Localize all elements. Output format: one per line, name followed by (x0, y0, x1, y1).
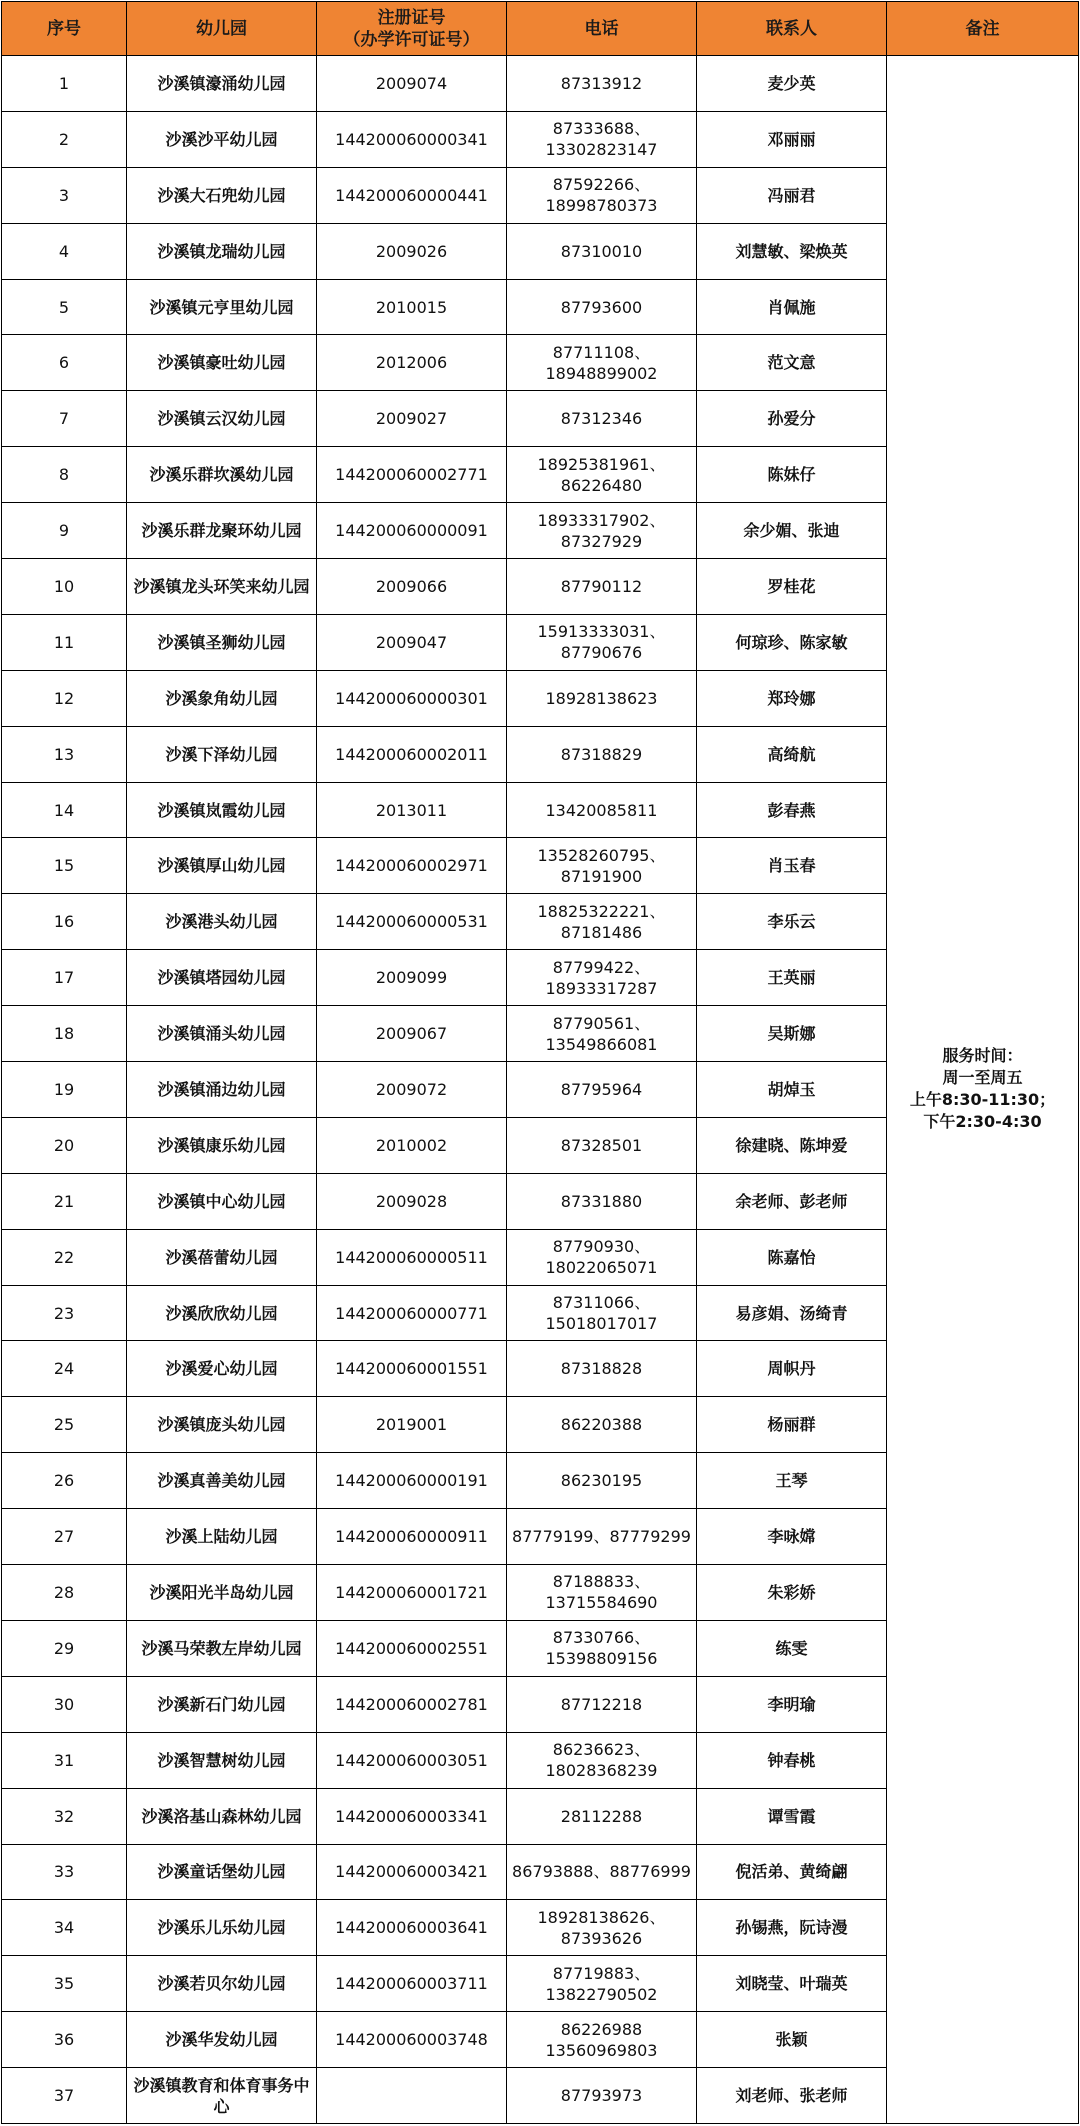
phone-line: 87313912 (560, 73, 643, 93)
kindergarten-name: 沙溪欣欣幼儿园 (127, 1285, 317, 1341)
license-number: 2009026 (317, 223, 507, 279)
phone-line: 13822790502 (545, 1984, 658, 2004)
kindergarten-name: 沙溪沙平幼儿园 (127, 111, 317, 167)
phone-number (507, 167, 697, 223)
phone-line: 18928138626、 (537, 1907, 666, 1927)
license-number: 144200060000771 (317, 1285, 507, 1341)
contact-person: 孙锡燕，阮诗漫 (697, 1900, 887, 1956)
phone-number (507, 1453, 697, 1509)
phone-line: 18825322221、 (537, 901, 666, 921)
phone-line: 87181486 (560, 922, 643, 942)
license-number: 2009066 (317, 559, 507, 615)
kindergarten-name: 沙溪港头幼儿园 (127, 894, 317, 950)
header-license-line2: （办学许可证号） (343, 29, 480, 50)
kindergarten-name: 沙溪蓓蕾幼儿园 (127, 1229, 317, 1285)
phone-line: 87328501 (560, 1135, 643, 1155)
license-number: 144200060003748 (317, 2012, 507, 2068)
contact-person: 李咏嫦 (697, 1509, 887, 1565)
phone-line: 13715584690 (545, 1593, 658, 1613)
phone-line: 87790930、 (552, 1237, 651, 1257)
license-number: 2012006 (317, 335, 507, 391)
contact-person: 倪活弟、黄绮翩 (697, 1844, 887, 1900)
contact-person: 胡焯玉 (697, 1062, 887, 1118)
contact-person: 范文意 (697, 335, 887, 391)
phone-line: 18022065071 (545, 1258, 658, 1278)
contact-person: 余老师、彭老师 (697, 1173, 887, 1229)
contact-person: 周帜丹 (697, 1341, 887, 1397)
kindergarten-name: 沙溪镇龙头环笑来幼儿园 (127, 559, 317, 615)
phone-number (507, 559, 697, 615)
license-number: 2009099 (317, 950, 507, 1006)
kindergarten-name: 沙溪镇教育和体育事务中心 (127, 2068, 317, 2124)
header-phone: 电话 (507, 2, 697, 56)
phone-number (507, 1788, 697, 1844)
row-index: 34 (2, 1900, 127, 1956)
row-index: 19 (2, 1062, 127, 1118)
row-index: 15 (2, 838, 127, 894)
table-row (2, 56, 1079, 112)
license-number: 144200060000511 (317, 1229, 507, 1285)
contact-person: 冯丽君 (697, 167, 887, 223)
row-index: 16 (2, 894, 127, 950)
phone-number (507, 1509, 697, 1565)
phone-line: 87790112 (560, 576, 643, 596)
phone-line: 18933317287 (545, 978, 658, 998)
row-index: 9 (2, 503, 127, 559)
row-index: 30 (2, 1676, 127, 1732)
phone-number (507, 1676, 697, 1732)
phone-line: 86230195 (560, 1471, 643, 1491)
kindergarten-name: 沙溪洛基山森林幼儿园 (127, 1788, 317, 1844)
contact-person: 徐建晓、陈坤爱 (697, 1117, 887, 1173)
phone-number (507, 1900, 697, 1956)
header-row (2, 2, 1079, 56)
contact-person: 麦少英 (697, 56, 887, 112)
phone-number (507, 1341, 697, 1397)
remark-line1: 服务时间： (942, 1046, 1023, 1066)
phone-line: 18028368239 (545, 1761, 658, 1781)
phone-line: 13302823147 (545, 140, 658, 160)
license-number: 144200060001721 (317, 1565, 507, 1621)
phone-line: 86236623、 (552, 1740, 651, 1760)
contact-person: 肖佩施 (697, 279, 887, 335)
license-number: 144200060000341 (317, 111, 507, 167)
phone-line: 13420085811 (545, 800, 658, 820)
phone-line: 87592266、 (552, 175, 651, 195)
phone-line: 13528260795、 (537, 845, 666, 865)
phone-line: 87331880 (560, 1191, 643, 1211)
phone-line: 87795964 (560, 1079, 643, 1099)
phone-number (507, 670, 697, 726)
license-number: 144200060001551 (317, 1341, 507, 1397)
phone-line: 87312346 (560, 409, 643, 429)
contact-person: 易彦娟、汤绮青 (697, 1285, 887, 1341)
license-number: 2010002 (317, 1117, 507, 1173)
kindergarten-name: 沙溪阳光半岛幼儿园 (127, 1565, 317, 1621)
phone-number (507, 56, 697, 112)
kindergarten-name: 沙溪乐群龙聚环幼儿园 (127, 503, 317, 559)
kindergarten-name: 沙溪镇庞头幼儿园 (127, 1397, 317, 1453)
phone-line: 87188833、 (552, 1572, 651, 1592)
phone-line: 15018017017 (545, 1314, 658, 1334)
phone-line: 87393626 (560, 1928, 643, 1948)
table-body (2, 56, 1079, 2124)
contact-person: 陈妹仔 (697, 447, 887, 503)
kindergarten-name: 沙溪镇元亨里幼儿园 (127, 279, 317, 335)
phone-number (507, 447, 697, 503)
row-index: 35 (2, 1956, 127, 2012)
kindergarten-name: 沙溪镇濠涌幼儿园 (127, 56, 317, 112)
phone-line: 87191900 (560, 866, 643, 886)
phone-line: 87330766、 (552, 1628, 651, 1648)
license-number: 144200060003341 (317, 1788, 507, 1844)
phone-line: 87799422、 (552, 957, 651, 977)
phone-line: 87311066、 (552, 1293, 651, 1313)
kindergarten-name: 沙溪童话堡幼儿园 (127, 1844, 317, 1900)
phone-number (507, 1956, 697, 2012)
license-number: 144200060003421 (317, 1844, 507, 1900)
phone-number (507, 223, 697, 279)
kindergarten-name: 沙溪镇岚霞幼儿园 (127, 782, 317, 838)
phone-line: 87793600 (560, 297, 643, 317)
contact-person: 张颖 (697, 2012, 887, 2068)
contact-person: 李乐云 (697, 894, 887, 950)
kindergarten-name: 沙溪真善美幼儿园 (127, 1453, 317, 1509)
phone-line: 87318829 (560, 744, 643, 764)
phone-line: 13560969803 (545, 2040, 658, 2060)
header-license-line1: 注册证号 (377, 7, 446, 28)
row-index: 20 (2, 1117, 127, 1173)
remark-line2: 周一至周五 (942, 1068, 1023, 1088)
row-index: 22 (2, 1229, 127, 1285)
contact-person: 刘老师、张老师 (697, 2068, 887, 2124)
license-number: 2019001 (317, 1397, 507, 1453)
license-number (317, 2068, 507, 2124)
kindergarten-name: 沙溪镇涌头幼儿园 (127, 1006, 317, 1062)
row-index: 18 (2, 1006, 127, 1062)
phone-line: 87711108、 (552, 342, 651, 362)
phone-line: 15913333031、 (537, 622, 666, 642)
row-index: 36 (2, 2012, 127, 2068)
contact-person: 练雯 (697, 1620, 887, 1676)
kindergarten-name: 沙溪镇厚山幼儿园 (127, 838, 317, 894)
row-index: 24 (2, 1341, 127, 1397)
kindergarten-name: 沙溪镇龙瑞幼儿园 (127, 223, 317, 279)
contact-person: 杨丽群 (697, 1397, 887, 1453)
phone-number (507, 614, 697, 670)
license-number: 2009074 (317, 56, 507, 112)
remark-service-hours (887, 56, 1079, 2124)
header-license (317, 2, 507, 56)
phone-number (507, 1844, 697, 1900)
license-number: 144200060000531 (317, 894, 507, 950)
phone-number (507, 279, 697, 335)
contact-person: 刘晓莹、叶瑞英 (697, 1956, 887, 2012)
contact-person: 李明瑜 (697, 1676, 887, 1732)
row-index: 25 (2, 1397, 127, 1453)
phone-number (507, 894, 697, 950)
row-index: 6 (2, 335, 127, 391)
license-number: 2009028 (317, 1173, 507, 1229)
phone-line: 87333688、 (552, 119, 651, 139)
contact-person: 王英丽 (697, 950, 887, 1006)
phone-number (507, 1565, 697, 1621)
row-index: 23 (2, 1285, 127, 1341)
contact-person: 高绮航 (697, 726, 887, 782)
header-remark: 备注 (887, 2, 1079, 56)
phone-line: 87310010 (560, 241, 643, 261)
phone-number (507, 111, 697, 167)
row-index: 33 (2, 1844, 127, 1900)
phone-line: 87318828 (560, 1359, 643, 1379)
license-number: 144200060002551 (317, 1620, 507, 1676)
kindergarten-name: 沙溪马荣教左岸幼儿园 (127, 1620, 317, 1676)
phone-line: 18925381961、 (537, 454, 666, 474)
phone-number (507, 1620, 697, 1676)
contact-person: 肖玉春 (697, 838, 887, 894)
phone-line: 86226988 (560, 2019, 643, 2039)
license-number: 2010015 (317, 279, 507, 335)
phone-line: 87779199、87779299 (512, 1527, 691, 1547)
phone-line: 87719883、 (552, 1963, 651, 1983)
kindergarten-name: 沙溪华发幼儿园 (127, 2012, 317, 2068)
license-number: 144200060003051 (317, 1732, 507, 1788)
row-index: 14 (2, 782, 127, 838)
license-number: 144200060003711 (317, 1956, 507, 2012)
phone-line: 15398809156 (545, 1649, 658, 1669)
remark-line3: 上午8:30-11:30； (909, 1090, 1056, 1110)
phone-line: 87327929 (560, 531, 643, 551)
license-number: 2009027 (317, 391, 507, 447)
row-index: 11 (2, 614, 127, 670)
phone-line: 13549866081 (545, 1034, 658, 1054)
phone-number (507, 726, 697, 782)
row-index: 28 (2, 1565, 127, 1621)
phone-number (507, 1229, 697, 1285)
kindergarten-name: 沙溪镇中心幼儿园 (127, 1173, 317, 1229)
row-index: 31 (2, 1732, 127, 1788)
contact-person: 刘慧敏、梁焕英 (697, 223, 887, 279)
row-index: 12 (2, 670, 127, 726)
license-number: 144200060002771 (317, 447, 507, 503)
license-number: 144200060000191 (317, 1453, 507, 1509)
phone-line: 87790676 (560, 643, 643, 663)
phone-number (507, 391, 697, 447)
contact-person: 罗桂花 (697, 559, 887, 615)
contact-person: 何琼珍、陈家敏 (697, 614, 887, 670)
license-number: 144200060003641 (317, 1900, 507, 1956)
contact-person: 吴斯娜 (697, 1006, 887, 1062)
phone-line: 87793973 (560, 2086, 643, 2105)
contact-person: 郑玲娜 (697, 670, 887, 726)
phone-number (507, 950, 697, 1006)
kindergarten-name: 沙溪镇塔园幼儿园 (127, 950, 317, 1006)
row-index: 1 (2, 56, 127, 112)
header-kindergarten: 幼儿园 (127, 2, 317, 56)
phone-number (507, 782, 697, 838)
license-number: 2013011 (317, 782, 507, 838)
contact-person: 陈嘉怡 (697, 1229, 887, 1285)
license-number: 2009072 (317, 1062, 507, 1118)
row-index: 37 (2, 2068, 127, 2124)
license-number: 144200060000441 (317, 167, 507, 223)
phone-line: 18948899002 (545, 363, 658, 383)
row-index: 27 (2, 1509, 127, 1565)
kindergarten-name: 沙溪镇豪吐幼儿园 (127, 335, 317, 391)
row-index: 21 (2, 1173, 127, 1229)
kindergarten-name: 沙溪乐群坎溪幼儿园 (127, 447, 317, 503)
row-index: 2 (2, 111, 127, 167)
kindergarten-name: 沙溪镇云汉幼儿园 (127, 391, 317, 447)
phone-line: 18928138623 (545, 688, 658, 708)
phone-number (507, 1285, 697, 1341)
phone-line: 86226480 (560, 475, 643, 495)
phone-line: 18933317902、 (537, 510, 666, 530)
kindergarten-name: 沙溪上陆幼儿园 (127, 1509, 317, 1565)
kindergarten-name: 沙溪下泽幼儿园 (127, 726, 317, 782)
kindergarten-name: 沙溪智慧树幼儿园 (127, 1732, 317, 1788)
phone-number (507, 1173, 697, 1229)
license-number: 2009047 (317, 614, 507, 670)
phone-number (507, 1397, 697, 1453)
phone-line: 86220388 (560, 1415, 643, 1435)
contact-person: 钟春桃 (697, 1732, 887, 1788)
kindergarten-name: 沙溪乐儿乐幼儿园 (127, 1900, 317, 1956)
contact-person: 邓丽丽 (697, 111, 887, 167)
kindergarten-name: 沙溪镇涌边幼儿园 (127, 1062, 317, 1118)
kindergarten-name: 沙溪镇康乐幼儿园 (127, 1117, 317, 1173)
license-number: 144200060002971 (317, 838, 507, 894)
kindergarten-name: 沙溪爱心幼儿园 (127, 1341, 317, 1397)
phone-line: 18998780373 (545, 196, 658, 216)
row-index: 17 (2, 950, 127, 1006)
row-index: 13 (2, 726, 127, 782)
row-index: 26 (2, 1453, 127, 1509)
license-number: 144200060002011 (317, 726, 507, 782)
row-index: 8 (2, 447, 127, 503)
kindergarten-name: 沙溪象角幼儿园 (127, 670, 317, 726)
contact-person: 谭雪霞 (697, 1788, 887, 1844)
phone-line: 86793888、88776999 (512, 1862, 691, 1882)
phone-number (507, 1732, 697, 1788)
license-number: 2009067 (317, 1006, 507, 1062)
license-number: 144200060000301 (317, 670, 507, 726)
license-number: 144200060002781 (317, 1676, 507, 1732)
kindergarten-name: 沙溪新石门幼儿园 (127, 1676, 317, 1732)
kindergarten-name: 沙溪镇圣狮幼儿园 (127, 614, 317, 670)
row-index: 3 (2, 167, 127, 223)
phone-number (507, 1062, 697, 1118)
phone-number (507, 1117, 697, 1173)
row-index: 4 (2, 223, 127, 279)
remark-line4: 下午2:30-4:30 (923, 1112, 1042, 1132)
row-index: 29 (2, 1620, 127, 1676)
kindergarten-name: 沙溪大石兜幼儿园 (127, 167, 317, 223)
contact-person: 彭春燕 (697, 782, 887, 838)
row-index: 5 (2, 279, 127, 335)
header-contact: 联系人 (697, 2, 887, 56)
contact-person: 孙爱分 (697, 391, 887, 447)
license-number: 144200060000911 (317, 1509, 507, 1565)
row-index: 7 (2, 391, 127, 447)
phone-number (507, 2068, 697, 2124)
header-index: 序号 (2, 2, 127, 56)
phone-line: 87712218 (560, 1694, 643, 1714)
phone-number (507, 1006, 697, 1062)
phone-number (507, 838, 697, 894)
kindergarten-table (1, 1, 1079, 2124)
contact-person: 余少媚、张迪 (697, 503, 887, 559)
kindergarten-name: 沙溪若贝尔幼儿园 (127, 1956, 317, 2012)
phone-number (507, 335, 697, 391)
contact-person: 朱彩娇 (697, 1565, 887, 1621)
row-index: 10 (2, 559, 127, 615)
row-index: 32 (2, 1788, 127, 1844)
phone-number (507, 503, 697, 559)
license-number: 144200060000091 (317, 503, 507, 559)
phone-number (507, 2012, 697, 2068)
phone-line: 87790561、 (552, 1013, 651, 1033)
contact-person: 王琴 (697, 1453, 887, 1509)
phone-line: 28112288 (560, 1806, 643, 1826)
